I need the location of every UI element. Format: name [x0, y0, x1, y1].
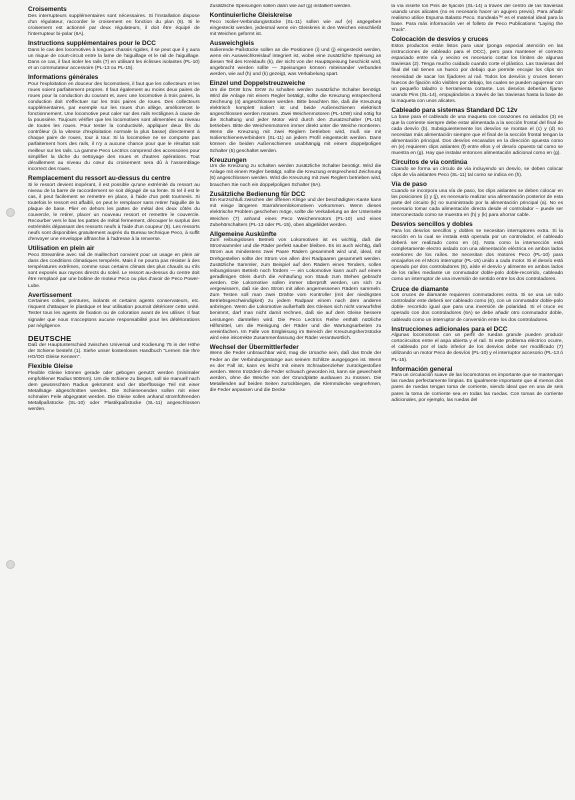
paragraph: La base para el cableado de una maqueta con corazones no aislados (3) es que la corriente siempre debe estar alimentada a la sección frontal del final de cada desvío (b). Subsiguientemente los desvíos se montan el (c) y (d) no necesitan más alimentación siempre que el final de la sección frontal tengan la alimentación principal. Dos desvíos encarados en la dirección opuesta como en (e) requieren clips aislantes (f) entre ellos y el desvío opuesto tal como se muestra en (g). Hay que instalar entonces alimentación adicional como en (g).: [391, 114, 564, 157]
paragraph: Algunas locomotoras con un perfil de ruedas grande pueden producir cortocircuitos entre el aspa abierta y el rail. Si este problema eléctrico ocurre, el cableado por el lado inferior de los desvíos debe ser modificado (7) utilizando un motor Peco de desvíos (PL-10) y el interruptor accesorio (PL-13 ó PL-15).: [391, 333, 564, 363]
section-heading: Vía de paso: [391, 181, 427, 189]
paragraph: Ein Kurzschluß zwischen der offenen Klinge und der beschädigten Kante kann mit einige längeren Starrahmenlokomotiven vorkommen. Wenn dieses elektrische Problem geschehen möge, sollte die Verkabelung an der Unterseite Weichen (7) anhand eines Peco Weichenmotors (PL-10) und eines Zubehörschalters (PL-13 oder PL-15), oben abgebildet werden.: [209, 198, 382, 228]
paragraph: Pour l'exploitation en douceur des locomotives, il faut que les collecteurs et les roues soient parfaitement propres. Il faut également au moins deux paires de roues pour la conduction du courant et, avec une locomotive à trois paires, la conduction doit s'effectuer sur les trois paires de roues. Des collecteurs supplémentaires, par exemple sur les roues d'un allège, amélioreront le fonctionnement. Une locomotive peut caler sur des rails rectilignes à cause de la poussière. Toujours vérifier que les locomotives sont alimentées au niveau de toutes les roues. Pour tester la conductivité, appliquer deux fils du contrôleur (à la vitesse d'exploitation normale la plus basse) directement à chaque paire de roues, tour à tour. Si la locomotive ne se comporte pas parfaitement hors des rails, il n'y a aucune chance pour que le résultat soit meilleur sur les rails. La gamme Peco Lectrics comprend des accessoires pour simplifier la tâche du nettoyage des roues et d'autres opérations. Tout déraillement au niveau du cœur du croisement sera dû à l'assemblage incorrect des roues.: [28, 81, 200, 172]
paragraph: Peco Isolier-Verbindungsstücke (SL-11) sollen wie auf (e) angegeben eingesteckt werden, jedesmal wenn ein Gleiskreis in den Weichen einschließt mit Weichen geformt ist.: [209, 19, 382, 37]
section-heading: Utilisation en plein air: [28, 245, 95, 253]
section-heading: Instrucciones adicionales para el DCC: [391, 325, 508, 333]
section-heading: Informations générales: [28, 73, 99, 81]
column-french: [28, 4, 200, 800]
paragraph: Peco Streamline avec rail de maillechort convient pour un usage en plein air dans des conditions climatiques tempérés. Mais il ne pourra pas résister à des températures extrêmes, comme sous certains climats des plus chauds ou s'ils sont exposés aux rayons directs du soleil. Le ressort au-dessus du centre doit être remplacé par une bobine de moteur Peco ou plus d'avoir de Peco Power-Lube.: [28, 253, 200, 289]
paragraph: Dans le cas des locomotives à longues chassis rigides, il se peut que il y aura un risque de court-circuit entre la lame de l'aiguillage et le rail de l'aiguillage. Dans ce cas, il faut isoler les rails (7) en utilisant les éclisses isolantes (PL-10) et un commutateur accessoire (PL-13 ou PL-15).: [28, 47, 200, 71]
section-heading: Avertissement: [28, 291, 72, 299]
section-heading: Einzel und Doppelstreuzweiche: [209, 80, 306, 88]
paragraph: la vía inserte los Pins de fijación (SL-14) a través del centro de las traviesas usando unos alicates (no es necesario hacer un agujero previo). Para añadir realismo utilice Espuma Balasto Peco. Sundeala™ es el material ideal para la base. Para más información ver el folleto de Peco Publications "Laying the Track".: [391, 4, 564, 34]
punch-hole: [6, 208, 15, 217]
section-heading: Circuitos de vía continúa: [391, 159, 468, 167]
paragraph: Los cruces de diamante requieren conmutadores extra. Si se usa un solo controlador este deberá ser cableado como (6), con un conmutador doble-polo doble- recorrido igual que para una inversión de polaridad. Si el cruce es operado con dos controladores (6A) se debe añadir otro conmutador doble, cableado como un interruptor de conversión entre los dos controladores.: [391, 293, 564, 323]
paragraph: Isolierende Paßstücke sollen an die Positionen (i) und (j) eingesteckt werden, wenn ein Ausweichkreislauf integriert ist, wobei eine zusätzliche Speisung an diesen Teil des Kreislaufs (k), der nicht von der Hauptspeisung beschickt wird, angebracht werden sollte — Speisungen können miteinander verbunden werden, wie auf (h) und (k) gezeigt, was Verkabelung spart.: [209, 47, 382, 77]
section-heading: Allgemeine Auskünfte: [209, 230, 277, 238]
paragraph: Cuando se forma un círculo de vía incluyendo un desvío, se deben colocar clips de vía aislantes Peco (SL-11) tal como se indica en (h).: [391, 166, 564, 178]
column-spanish: [391, 4, 563, 800]
section-heading: Cableado para sistemas Standard DC 12v: [391, 107, 518, 114]
paragraph: Cuando se incorpora una vía de paso, los clips aislantes se deben colocar en las posiciones (i) y (j), es necesario realizar una alimentación posterior de esta parte del circuito (k) no suministrado por la alimentación principal (a). No es necesario tomar cada alimentación directa desde el controlador – puede ser interconectado como se muestra en (h) y (k) para ahorrar cable.: [391, 188, 564, 218]
paragraph: Si le ressort devient inopérant, il est possible qu'une extrémité du ressort au niveau de la barre de raccordement se soit dégagé de sa fente. Si tel il est le cas, il peut facilement se remettre en place, à l'aide d'un petit tournevis. Si toutefois le ressort est affaibli, on peut le remplacer sans retirer l'aiguille de la plaque de base. Plier en dehors les pattes de métal des deux côtés du couvercle, le retirer, placer un nouveau ressort et remettre le couvercle. Recourber vers le bas les pattes de métal fermement, découper le surplus des extrémités dépassant des ressorts neufs à l'aide d'un coupeur (8). Les ressorts neufs sont disponibles gratuitement auprès du Bureau technique Peco, à suffit d'envoyer une enveloppe affranchie à l'adresse à la renverse.: [28, 182, 200, 243]
section-heading: Kreuzungen: [209, 156, 247, 164]
paragraph: Certaines colles, peintures, isolants et certains agents conservateurs, etc. risquent d'attaquer le plastique et leur utilisation pourrait détériorer cette unité. Tester tous les agents de fixation ou de coloration avant de les utiliser. Il faut signaler que nous n'acceptons aucune responsabilité pour les détériorations par négligence.: [28, 299, 200, 329]
paragraph: Para un circulación suave de las locomotoras es importante que se mantengan las ruedas perfectamente limpias. Es igualmente importante que al menos dos pares de ruedas tengan toma de corriente, siendo ideal que en una de seis pares la toma de corriente sea en todas las ruedas. Con tomas de corriente adicionales, por ejemplo, las ruedas del: [391, 373, 564, 403]
paragraph: Daß der Hauptunterschied zwischen Universal und Kodierung 75 in der Höhe der Schiene besteht (1). Siehe unser kostenloses Handbuch "Lernen Sie Ihre HO/OO Gleise Kennen".: [28, 342, 200, 360]
column-german: [210, 4, 382, 800]
paragraph: Para los desvíos sencillos y dobles se necesitan interruptores extra. Si la sección en la cual se instala está operada por un controlador, el cableado deberá ser realizado como en (4). Nota como la intersección está completamente electro aislado con una alimentación eléctrica en ambos lados exteriores de los raíles. Se necesitan dos motores Peco (PL-10) para encajarlos en el Micro interruptor (PL-15) unido a cada motor. Si el desvío está operado por dos controladores (5), aísle el desvío y alimente en ambos lados de los raíles mediante un conmutador doble-polo doble-recorrido, cableado como un interruptor de una inversión de sentido entre los dos controladores.: [391, 228, 564, 283]
paragraph: Zum reibungslosen Betrieb von Lokomotiven ist es wichtig, daß die Stromsammler und die Räder perfekt sauber bleiben. Es ist auch wichtig, daß Strom aus mindestens zwei Paare Rädern gesammelt wird und, ideal, mit Drehgestellen sollte der Strom von allen drei Radpaaren gesammelt werden. Zusätzliche Sammler, zum Beispiel auf den Rädern eines Tenders, sollen reibungslosen Betrieb noch fördern — ein Lokomotive kann auch auf einem geradlinigen Gleis durch die Anhäufung von Staub zum Stehen gebracht werden. Die Lokomotive sollen immer überprüft werden, um sich zu vergewissern, daß sie den Strom mit allen angemessenen Rädern sammeln. Zum Testen soll man zwei Drähte vom Kontroller (mit der niedrigsten Betriebsgeschwindigkeit) zu jedem Radpaar einem nach dem anderen anbringen. Wenn die Lokomotive außerhalb des Gleises sich nicht vorwurfsfrei benimmt, darf man nicht damit rechnen, daß sie auf dem Gleise bessere Leistungen darstellen wird. Die Peco Lectrics Reihe enthält nützliche Hilfsmittel, um die Reinigung der Räder und die Wartungsarbeiten zu vereinfachen. Im Falle von Entgleisung im Bereich der Kreuzungsherzstücke wird eine inkorrekte Zusammenfassung der Räder verantwortlich.: [209, 238, 382, 341]
section-heading: Flexible Gleise: [28, 362, 73, 370]
paragraph: Um die Kreuzung zu schalten werden zusätzliche Schalter benötigt. Wird die Anlage mit einem Regler betätigt, sollte die Kreuzung entsprechend Zeichnung (6) angeschlossen werden. Wird die Kreuzung mit zwei Reglern betrieben wird, brauchen Sie noch ein doppelpoligen Schalter (6A).: [209, 164, 382, 188]
section-heading: Kontinuierliche Gleiskreise: [209, 12, 293, 20]
section-heading: Ausweichgleis: [209, 39, 255, 47]
punch-hole: [6, 560, 15, 569]
section-heading: Instructions supplémentaires pour le DCC: [28, 39, 156, 47]
paragraph: Des interrupteurs supplémentaires sont nécessaires. Si l'installation dispose d'un régulateur, raccorder le croisement en fonction du plan (6). Si le croisement est actionné par deux régulateurs, il doit être équipé de l'interrupteur bi-polar (6A).: [28, 13, 200, 37]
language-title: DEUTSCHE: [28, 333, 72, 343]
section-heading: Desvíos sencillos y dobles: [391, 221, 473, 229]
section-heading: Información general: [391, 365, 453, 373]
paragraph: Zusätzliche Speisungen sollen dann wie auf (g) installiert werden.: [209, 4, 352, 9]
paragraph: Estos productos están listos para usar (ponga especial atención en las instrucciones de cableado para el DCC), pero para mantener el correcto espaciado entre vía y vecino es necesario cortar los límites de algunas traviesas (2). Tenga mucho cuidado cuando corte el plástico. Las traviesas del final del rail tienen un hueco por debajo que permite encajar los clips sin necesidad de sacar los fijadores al rail. Todos los desvíos y cruces tienen huecos de fijación sólo visibles por debajo, los cuales se pueden agujerear con un pequeño taladro o herramienta cortante. Los desvíos deberían fijarse usando Pins (SL-14), empujándolos a través de las traviesas hasta la base de la maqueta con unos alicates.: [391, 44, 564, 104]
section-heading: Croisements: [28, 6, 67, 13]
section-heading: Colocación de desvíos y cruces: [391, 36, 489, 44]
section-heading: Cruce de diamante: [391, 285, 449, 293]
section-heading: Wechsel der Übermittlerfeder: [209, 343, 299, 351]
paragraph: Wenn die Feder unbrauchbar wird, mag die Ursache sein, daß das Ende der Feder an der Verbindungsstange aus seinem Schlitze ausgegogen ist. Wenn es der Fall ist, kann es leicht mit einem Schraubenzieher zurückgestoßen werden. Wenn trotzdem die Feder schwach geworden ist, kann sie gewechselt werden, ohne die Weiche von der Grundplatte ausbauen zu müssen. Die Metallenden auf beiden Seiten zurückbiegen, die Klemmdecke wegnehmen, die Feder anpassen und die Decke: [209, 351, 382, 394]
section-heading: Remplacement du ressort au-dessus du centre: [28, 174, 171, 182]
paragraph: Um die DKW bzw. EKW zu schalten werden zusätzliche Schalter benötigt. Wird die Anlage mit einem Regler betätigt, sollte die Kreuzung entsprechend Zeichnung (4) angeschlossen werden. Bitte beachten Sie, daß die Kreuzung elektrisch komplett isoliert ist und beide Außenschienen elektrisch angeschlossen werden müssen. Zwei Weichenmotoren (PL-10W) sind nötig für die Schaltung und jeder Motor wird durch den Zusatzschalter (PL-15) betrieben. Bitte die Weichenmotoren immer direkt unter die Weiche montieren. Wenn die Kreuzung mit zwei Reglern betrieben wird, muß sie mit Isolierschienenverbindern (SL-11) an jedem Profil eingesteckt werden. Dann können die beiden Außenschienen unabhängig mit einem doppelpoligen Schalter (5) geschaltet werden.: [209, 87, 382, 154]
section-heading: Zusätzliche Bedienung für DCC: [209, 190, 306, 198]
paragraph: Flexible Gleise können gerade oder gebogen genutzt werden (minimaler empfohlener Radius 900mm). Um die Schiene zu biegen, soll sie manuell nach dem gewünschten Radius gekrümmt und der überflüssige Teil mit einer Metallsäge abgeschnitten werden. Die Schienenenden sollen mit einer schmalen Feile abgegratet werden. Die Gleise sollen anhand stromführenden Metallpaßstücke (SL-10) oder Plastikpaßstücke (SL-11) angeschlossen werden.: [28, 370, 200, 413]
